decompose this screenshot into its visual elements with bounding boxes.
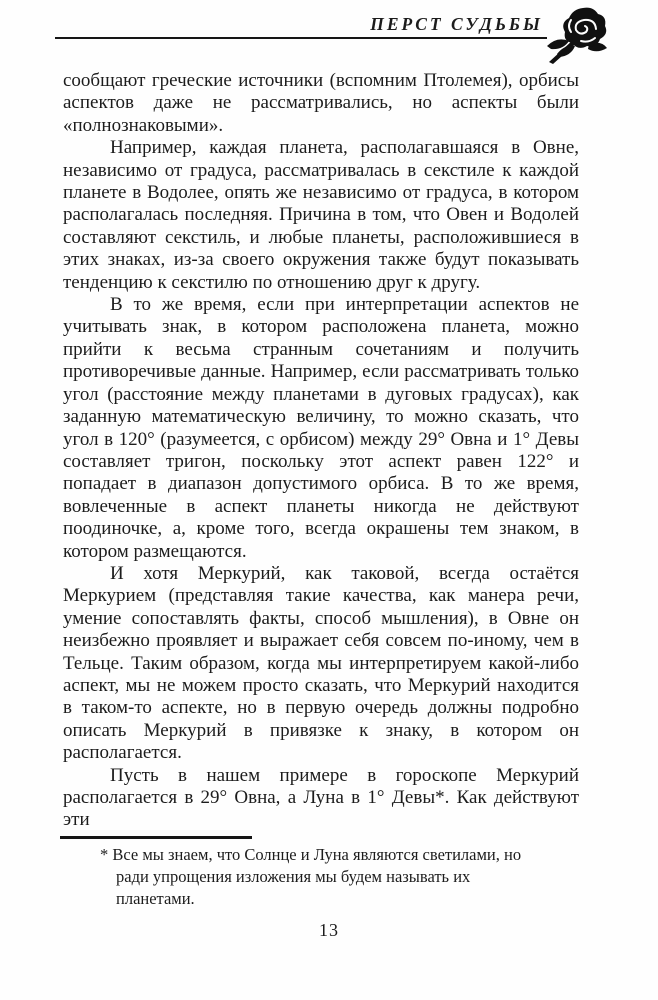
paragraph: И хотя Меркурий, как таковой, всегда остаётся Меркурием (представляя такие качества, как манера речи, умение сопоставлять факты, способ мышления), в Овне он неизбежно проявляет и выражает себя совсем по-иному, чем в Тельце. Таким образом, когда мы интерпретируем какой-либо аспект, мы не можем просто сказать, что Меркурий находится в таком-то аспекте, но в первую очередь должны подробно описать Меркурий в привязке к знаку, в котором он располагается. [63, 562, 579, 764]
footnote [100, 844, 548, 910]
header-rule [55, 14, 547, 39]
paragraph-continuation: сообщают греческие источники (вспомним Птолемея), орбисы аспектов даже не рассматривались, но аспекты были «полнознаковыми». [63, 70, 579, 136]
paragraph: В то же время, если при интерпретации аспектов не учитывать знак, в котором расположена планета, можно прийти к весьма странным сочетаниям и получить противоречивые данные. Например, если рассматривать только угол (расстояние между планетами в дуговых градусах), как заданную математическую величину, то можно сказать, что угол в 120° (разумеется, с орбисом) между 29° Овна и 1° Девы составляет тригон, поскольку этот аспект равен 122° и попадает в диапазон допустимого орбиса. В то же время, вовлеченные в аспект планеты никогда не действуют поодиночке, а, кроме того, всегда окрашены тем знаком, в котором размещаются. [63, 294, 579, 562]
paragraph: Например, каждая планета, располагавшаяся в Овне, независимо от градуса, рассматривалась в секстиле к каждой планете в Водолее, опять же независимо от градуса, в котором располагалась последняя. Причина в том, что Овен и Водолей составляют секстиль, и любые планеты, расположившиеся в этих знаках, из-за своего окружения также будут показывать тенденцию к секстилю по отношению друг к другу. [63, 137, 579, 293]
footnote-separator [60, 836, 252, 839]
rose-icon [545, 6, 609, 66]
footnote-text: Все мы знаем, что Солнце и Луна являются светилами, но ради упрощения изложения мы будем называть их планетами. [112, 845, 522, 908]
running-head-title: ПЕРСТ СУДЬБЫ [370, 14, 543, 34]
body-text [63, 70, 579, 832]
footnote-marker: * [100, 845, 109, 864]
page-header [55, 14, 547, 39]
paragraph: Пусть в нашем примере в гороскопе Меркурий располагается в 29° Овна, а Луна в 1° Девы*. Как действуют эти [63, 764, 579, 831]
page-number: 13 [319, 920, 339, 940]
